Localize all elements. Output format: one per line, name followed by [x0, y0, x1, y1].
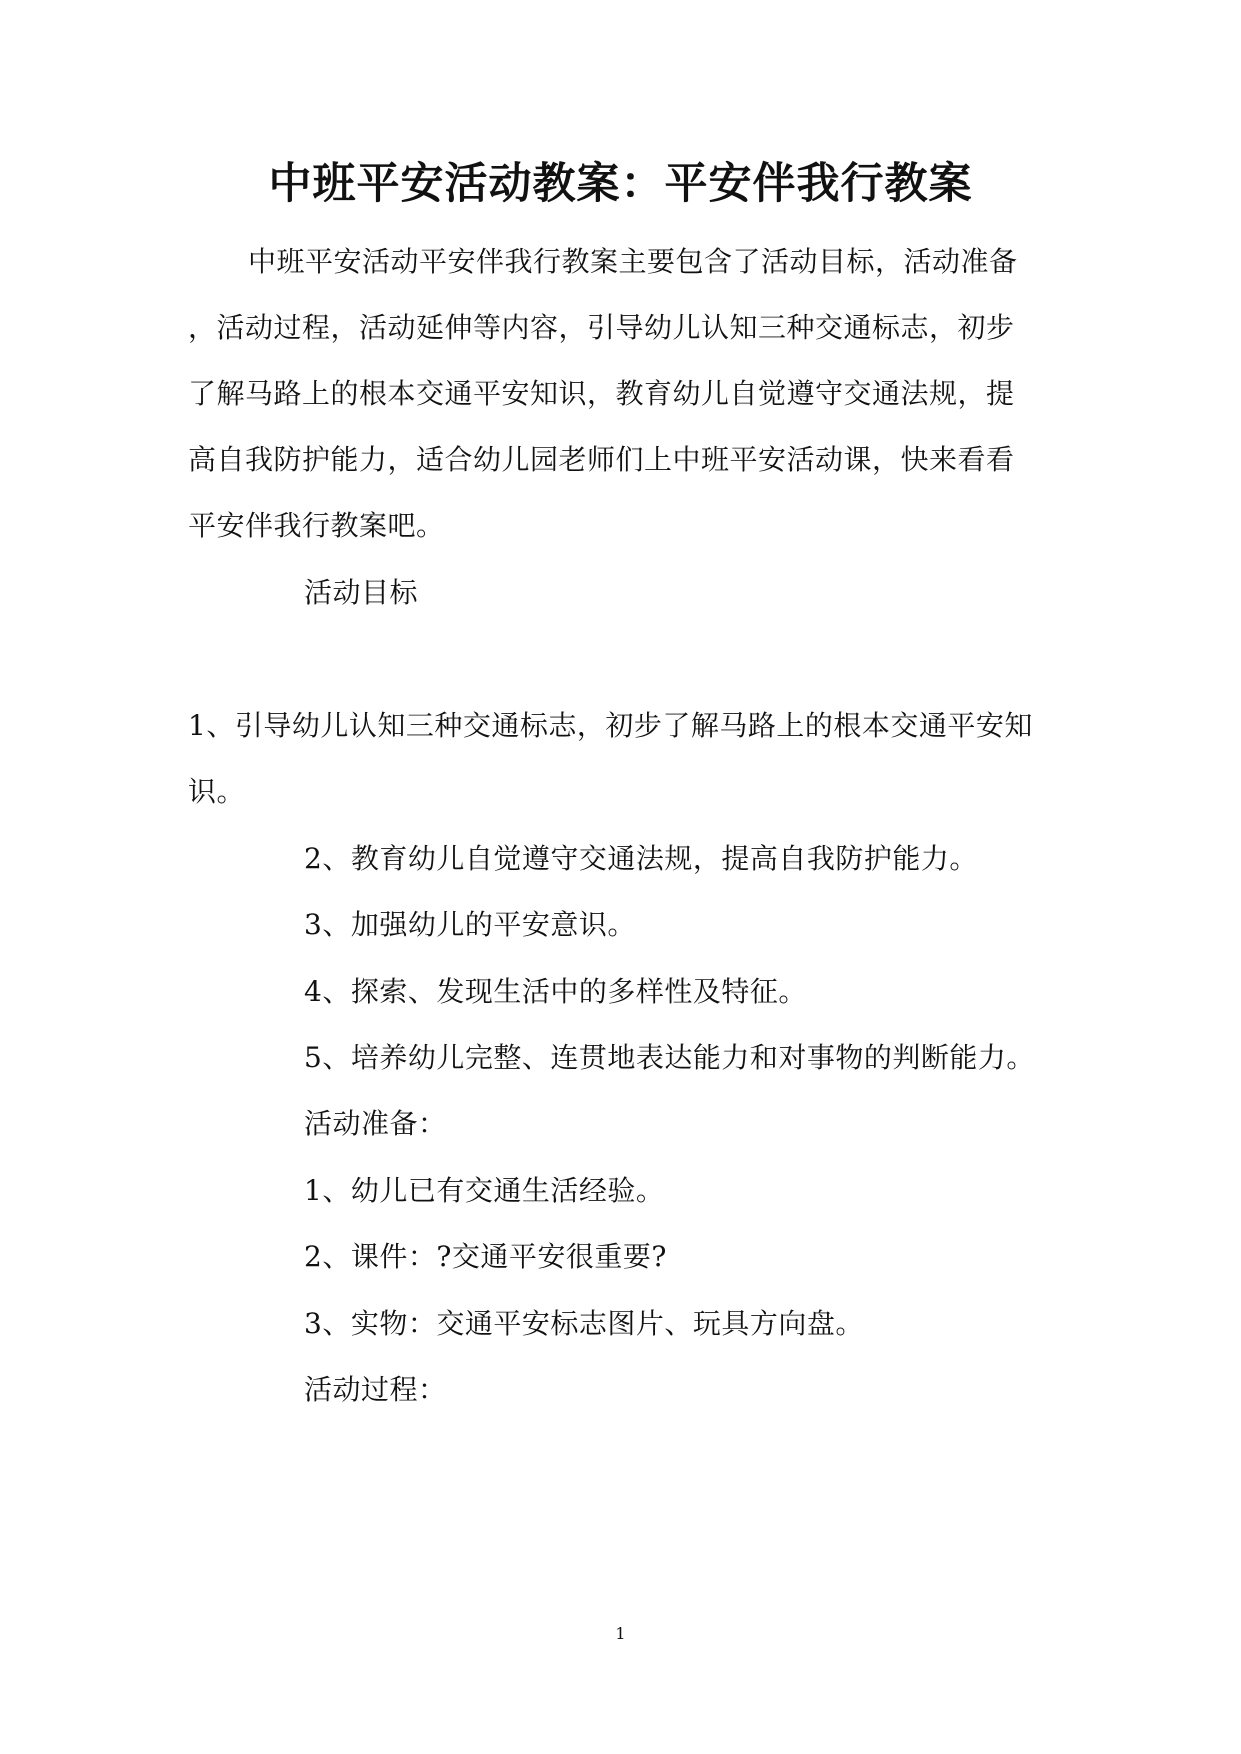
page-number: 1: [615, 1624, 626, 1643]
goal-item-1-continued: 识。: [188, 775, 246, 808]
intro-line: 高自我防护能力，适合幼儿园老师们上中班平安活动课，快来看看: [188, 443, 1015, 476]
intro-line: 了解马路上的根本交通平安知识，教育幼儿自觉遵守交通法规，提: [188, 377, 1015, 410]
prep-item-1: 1、幼儿已有交通生活经验。: [304, 1174, 665, 1207]
intro-line: 平安伴我行教案吧。: [188, 509, 445, 542]
intro-line: ，活动过程，活动延伸等内容，引导幼儿认知三种交通标志，初步: [188, 311, 1015, 344]
prep-item-2: 2、课件：?交通平安很重要?: [304, 1240, 667, 1273]
intro-line: 中班平安活动平安伴我行教案主要包含了活动目标，活动准备: [248, 245, 1018, 278]
prep-item-3: 3、实物：交通平安标志图片、玩具方向盘。: [304, 1307, 864, 1340]
goal-item-5: 5、培养幼儿完整、连贯地表达能力和对事物的判断能力。: [304, 1041, 1035, 1074]
prep-heading: 活动准备：: [304, 1107, 447, 1140]
goals-heading: 活动目标: [304, 576, 419, 609]
process-heading: 活动过程：: [304, 1373, 447, 1406]
goal-item-4: 4、探索、发现生活中的多样性及特征。: [304, 975, 807, 1008]
goal-item-2: 2、教育幼儿自觉遵守交通法规，提高自我防护能力。: [304, 842, 978, 875]
page-title: 中班平安活动教案：平安伴我行教案: [268, 159, 973, 209]
goal-item-1: 1、引导幼儿认知三种交通标志，初步了解马路上的根本交通平安知: [188, 709, 1033, 742]
goal-item-3: 3、加强幼儿的平安意识。: [304, 908, 636, 941]
